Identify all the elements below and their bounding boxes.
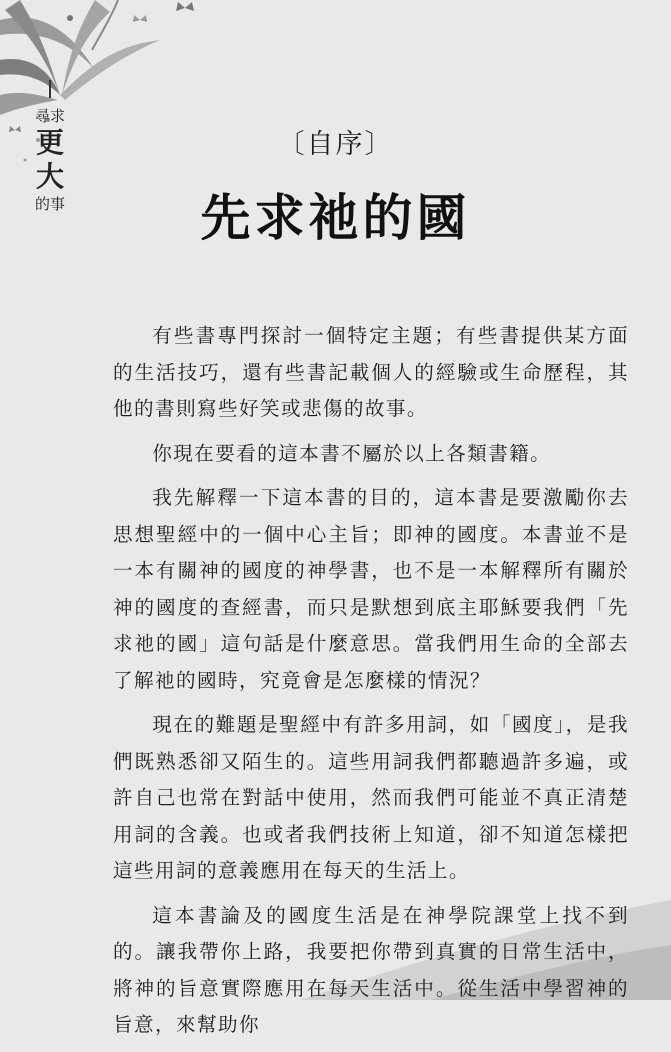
paragraph: 有些書專門探討一個特定主題；有些書提供某方面的生活技巧，還有些書記載個人的經驗或生命歷程，其他的書則寫些好笑或悲傷的故事。 <box>113 324 629 420</box>
paragraph: 這本書論及的國度生活是在神學院課堂上找不到的。讓我帶你上路，我要把你帶到真實的日常生活中，將神的旨意實際應用在每天生活中。從生活中學習神的旨意，來幫助你 <box>113 903 629 1036</box>
running-head-line3: 大 <box>35 160 64 193</box>
running-head-line4: 的事 <box>34 195 65 213</box>
paragraph: 你現在要看的這本書不屬於以上各類書籍。 <box>152 441 552 465</box>
running-head-dash <box>49 80 51 98</box>
chapter-title: 先求祂的國 <box>200 188 471 247</box>
body-text <box>113 318 629 1052</box>
chapter-subtitle: 〔自序〕 <box>277 129 394 160</box>
running-head-line1: 尋求 <box>34 107 65 125</box>
paragraph: 現在的難題是聖經中有許多用詞，如「國度」，是我們既熟悉卻又陌生的。這些用詞我們都聽過許多遍，或許自己也常在對話中使用，然而我們可能並不真正清楚用詞的含義。也或者我們技術上知道，卻不知道怎樣把這些用詞的意義應用在每天的生活上。 <box>113 713 629 882</box>
paragraph: 我先解釋一下這本書的目的，這本書是要激勵你去思想聖經中的一個中心主旨；即神的國度。本書並不是一本有關神的國度的神學書，也不是一本解釋所有關於神的國度的查經書，而只是默想到底主耶穌要我們「先求祂的國」這句話是什麼意思。當我們用生命的全部去了解祂的國時，究竟會是怎麼樣的情況？ <box>113 486 629 692</box>
running-head-line2: 更 <box>35 126 64 159</box>
